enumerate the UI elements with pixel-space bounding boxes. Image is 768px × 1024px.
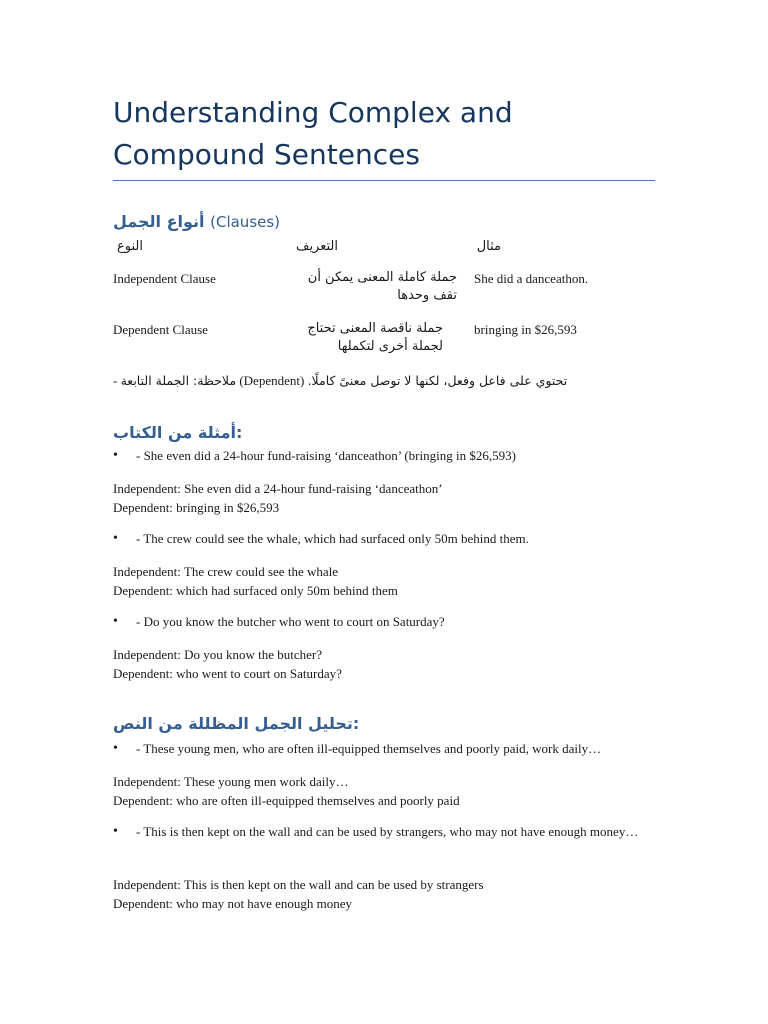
- independent-part: Independent: This is then kept on the wall and can be used by strangers: [113, 877, 484, 892]
- analysis-sentence: - This is then kept on the wall and can be used by strangers, who may not have enough money…: [136, 824, 639, 839]
- independent-part: Independent: Do you know the butcher?: [113, 647, 323, 662]
- clause-definition-dependent: جملة ناقصة المعنى تحتاج لجملة أخرى لتكملها: [307, 321, 443, 354]
- bullet-icon: •: [113, 824, 118, 839]
- analysis-sentence: - These young men, who are often ill-equipped themselves and poorly paid, work daily…: [136, 741, 602, 756]
- clause-example-dependent: bringing in $26,593: [474, 322, 577, 337]
- dependent-clause-note: [113, 372, 618, 390]
- dependent-part: Dependent: bringing in $26,593: [113, 500, 280, 515]
- text-analysis-heading: [113, 714, 655, 733]
- example-analysis: [113, 562, 655, 600]
- book-examples-heading-arabic: أمثلة من الكتاب: [113, 423, 237, 442]
- title-underline: [113, 180, 655, 181]
- analysis-breakdown: [113, 875, 655, 913]
- example-analysis: [113, 479, 655, 517]
- column-header-type: النوع: [117, 239, 143, 254]
- analysis-breakdown: [113, 772, 655, 810]
- clause-type-independent: Independent Clause: [113, 271, 216, 286]
- dependent-part: Dependent: which had surfaced only 50m behind them: [113, 583, 398, 598]
- bullet-icon: •: [113, 531, 118, 546]
- clauses-heading: [113, 212, 655, 231]
- independent-part: Independent: She even did a 24-hour fund-raising ‘danceathon’: [113, 481, 443, 496]
- example-sentence: - The crew could see the whale, which had surfaced only 50m behind them.: [136, 531, 529, 546]
- bullet-icon: •: [113, 741, 118, 756]
- note-arabic-part-1: ملاحظة: الجملة التابعة: [120, 373, 237, 388]
- dependent-part: Dependent: who may not have enough money: [113, 896, 352, 911]
- independent-part: Independent: These young men work daily…: [113, 774, 349, 789]
- independent-part: Independent: The crew could see the whale: [113, 564, 338, 579]
- page-title: Understanding Complex and Compound Sentences: [113, 96, 513, 171]
- dependent-part: Dependent: who are often ill-equipped themselves and poorly paid: [113, 793, 460, 808]
- note-arabic-part-2: تحتوي على فاعل وفعل، لكنها لا توصل معنىً كاملًا.: [307, 373, 568, 388]
- clauses-heading-english: (Clauses): [210, 213, 281, 231]
- clauses-heading-arabic: أنواع الجمل: [113, 212, 205, 231]
- text-analysis-heading-arabic: تحليل الجمل المظللة من النص: [113, 714, 353, 733]
- example-sentence: - Do you know the butcher who went to court on Saturday?: [136, 614, 445, 629]
- column-header-example: مثال: [476, 239, 501, 254]
- clause-type-dependent: Dependent Clause: [113, 322, 208, 337]
- bullet-icon: •: [113, 614, 118, 629]
- text-analysis-heading-colon: :: [352, 714, 360, 733]
- dependent-part: Dependent: who went to court on Saturday?: [113, 666, 342, 681]
- example-analysis: [113, 645, 655, 683]
- column-header-definition: التعريف: [295, 239, 338, 254]
- book-examples-heading: [113, 423, 655, 442]
- clause-definition-independent: جملة كاملة المعنى يمكن أن تقف وحدها: [307, 270, 457, 303]
- example-sentence: - She even did a 24-hour fund-raising ‘danceathon’ (bringing in $26,593): [136, 448, 516, 463]
- book-examples-heading-colon: :: [236, 423, 243, 442]
- note-english: (Dependent): [239, 373, 305, 388]
- clause-example-independent: She did a danceathon.: [474, 271, 589, 286]
- bullet-icon: •: [113, 448, 118, 463]
- note-dash: -: [113, 373, 118, 388]
